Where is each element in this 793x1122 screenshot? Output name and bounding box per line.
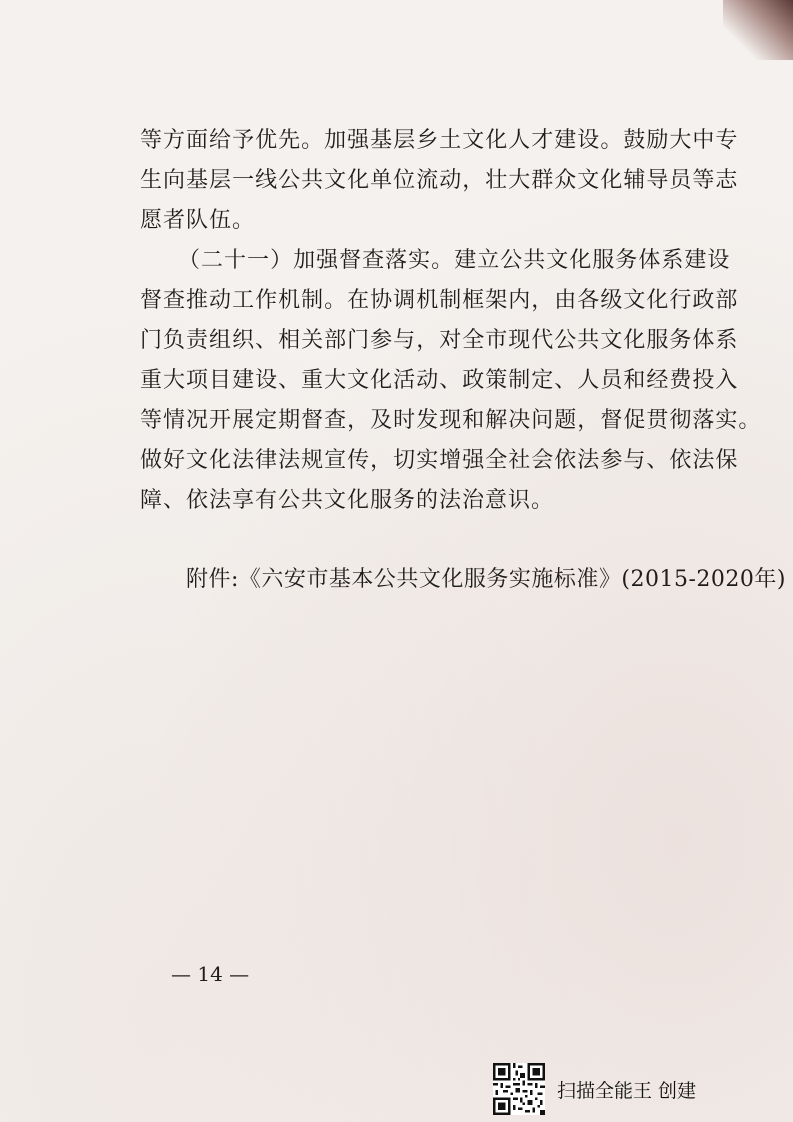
text-glyph: 生 [140,168,164,193]
text-glyph: 。 [600,128,624,153]
text-glyph: 内 [508,288,532,313]
text-glyph: 制 [301,288,325,313]
text-glyph: 流 [416,168,440,193]
paragraph-2-line-4 [140,363,739,394]
text-glyph: 人 [577,368,601,393]
text-glyph: ， [462,168,486,193]
text-glyph: 组 [209,328,233,353]
text-glyph: 土 [439,128,463,153]
text-glyph: 专 [715,128,739,153]
text-glyph: 层 [393,128,417,153]
text-glyph: 推 [186,288,210,313]
text-glyph: 建 [554,128,578,153]
text-glyph: 文 [347,368,371,393]
text-glyph: 服 [646,328,670,353]
text-glyph: 入 [715,368,739,393]
scanner-label: 扫描全能王 创建 [557,1079,697,1102]
text-glyph: 重 [301,368,325,393]
paragraph-2-line-5 [140,403,762,434]
text-glyph: 活 [393,368,417,393]
text-glyph: 市 [485,328,509,353]
text-glyph: 督 [140,288,164,313]
text-glyph: 大 [669,128,693,153]
text-glyph: 基 [186,168,210,193]
text-glyph: 导 [646,168,670,193]
text-glyph: 强 [316,248,340,273]
text-glyph: 加 [324,128,348,153]
text-glyph: 化 [623,328,647,353]
text-glyph: 给 [209,128,233,153]
text-glyph: 和 [623,368,647,393]
text-glyph: 文 [324,168,348,193]
text-glyph: 公 [554,328,578,353]
text-glyph: 实 [416,448,440,473]
paragraph-1-line-1 [140,123,739,154]
text-glyph: 、 [554,368,578,393]
text-glyph: 方 [163,128,187,153]
text-glyph: ， [370,448,394,473]
text-glyph: 强 [462,448,486,473]
text-glyph: 彻 [669,408,693,433]
text-glyph: 大 [163,368,187,393]
text-glyph: 切 [393,448,417,473]
text-glyph: 增 [439,448,463,473]
text-glyph: 目 [209,368,233,393]
text-glyph: 经 [646,368,670,393]
text-glyph: 机 [278,288,302,313]
text-glyph: 强 [347,128,371,153]
text-glyph: 落 [385,248,409,273]
text-glyph: 中 [692,128,716,153]
text-glyph: 督 [600,408,624,433]
text-glyph: 动 [439,168,463,193]
text-glyph: 责 [186,328,210,353]
scan-corner-shadow [723,0,793,60]
text-glyph: 人 [508,128,532,153]
text-glyph: 贯 [646,408,670,433]
text-glyph: ） [270,248,294,273]
text-glyph: 在 [347,288,371,313]
text-glyph: 费 [669,368,693,393]
text-glyph: 志 [715,168,739,193]
text-glyph: 设 [255,368,279,393]
text-glyph: 促 [623,408,647,433]
text-glyph: 会 [531,448,555,473]
text-glyph: 做 [140,448,164,473]
text-glyph: 建 [684,248,708,273]
text-glyph: 位 [393,168,417,193]
text-glyph: 实 [408,248,432,273]
text-glyph: 政 [462,368,486,393]
text-glyph: 参 [370,328,394,353]
text-glyph: 一 [247,248,271,273]
text-glyph: 开 [209,408,233,433]
text-glyph: 参 [600,448,624,473]
text-glyph: 。 [324,288,348,313]
text-glyph: 等 [692,168,716,193]
text-glyph: 系 [715,328,739,353]
text-glyph: 项 [186,368,210,393]
text-glyph: 建 [454,248,478,273]
text-glyph: 单 [370,168,394,193]
text-glyph: 二 [201,248,225,273]
text-glyph: 查 [324,408,348,433]
text-glyph: 向 [163,168,187,193]
text-glyph: 化 [646,288,670,313]
text-glyph: 立 [477,248,501,273]
text-glyph: 务 [615,248,639,273]
paragraph-2-line-2 [140,283,739,314]
text-glyph: 况 [186,408,210,433]
text-glyph: 协 [370,288,394,313]
text-glyph: 解 [485,408,509,433]
text-glyph: （ [178,248,202,273]
text-glyph: 与 [623,448,647,473]
text-glyph: 众 [554,168,578,193]
text-glyph: 调 [393,288,417,313]
text-glyph: ， [577,408,601,433]
text-glyph: 发 [416,408,440,433]
text-glyph: 保 [715,448,739,473]
text-glyph: 文 [462,128,486,153]
text-glyph: 大 [508,168,532,193]
text-glyph: 鼓 [623,128,647,153]
text-glyph: 等 [140,128,164,153]
text-glyph: 代 [531,328,555,353]
text-glyph: 文 [577,168,601,193]
text-glyph: ， [416,328,440,353]
text-glyph: 系 [661,248,685,273]
text-glyph: 线 [255,168,279,193]
text-glyph: 服 [592,248,616,273]
text-glyph: 工 [232,288,256,313]
text-glyph: 框 [462,288,486,313]
text-glyph: 体 [692,328,716,353]
text-glyph: 题 [554,408,578,433]
text-glyph: 、 [646,448,670,473]
text-glyph: 策 [485,368,509,393]
text-glyph: 社 [508,448,532,473]
text-glyph: 员 [600,368,624,393]
text-glyph: 法 [232,448,256,473]
text-glyph: 公 [278,168,302,193]
text-glyph: 共 [523,248,547,273]
attachment-line: 附件:《六安市基本公共文化服务实施标准》(2015-2020年) [186,567,786,592]
text-glyph: 部 [324,328,348,353]
text-glyph: 和 [462,408,486,433]
text-glyph: 务 [669,328,693,353]
text-glyph: 与 [393,328,417,353]
text-glyph: 制 [439,288,463,313]
text-glyph: 。 [738,408,762,433]
text-glyph: 规 [301,448,325,473]
text-glyph: 落 [692,408,716,433]
text-glyph: 传 [347,448,371,473]
text-glyph: 动 [209,288,233,313]
text-glyph: 级 [600,288,624,313]
text-glyph: 励 [646,128,670,153]
text-glyph: 群 [531,168,555,193]
text-glyph: 基 [370,128,394,153]
paragraph-1-line-2 [140,163,739,194]
text-glyph: 定 [531,368,555,393]
page-number: — 14 — [171,962,250,986]
text-glyph: 等 [140,408,164,433]
text-glyph: 作 [255,288,279,313]
text-glyph: 设 [577,128,601,153]
text-glyph: 、 [278,368,302,393]
text-glyph: 宣 [324,448,348,473]
text-glyph: 织 [232,328,256,353]
text-glyph: 问 [531,408,555,433]
text-glyph: 法 [278,448,302,473]
text-glyph: 现 [508,328,532,353]
text-glyph: 化 [209,448,233,473]
text-glyph: 优 [255,128,279,153]
text-glyph: 由 [554,288,578,313]
text-glyph: 重 [140,368,164,393]
scanner-badge [493,1063,696,1115]
text-glyph: 共 [577,328,601,353]
text-glyph: 依 [669,448,693,473]
text-glyph: 投 [692,368,716,393]
text-glyph: 动 [416,368,440,393]
text-glyph: 时 [393,408,417,433]
text-glyph: 员 [669,168,693,193]
paragraph-2-line-3 [140,323,739,354]
text-glyph: 法 [692,448,716,473]
text-glyph: 门 [140,328,164,353]
text-glyph: 化 [347,168,371,193]
text-glyph: 依 [554,448,578,473]
text-glyph: 期 [278,408,302,433]
text-glyph: 加 [293,248,317,273]
text-glyph: 共 [301,168,325,193]
text-glyph: 查 [163,288,187,313]
text-glyph: 化 [600,168,624,193]
text-glyph: 关 [301,328,325,353]
paragraph-2-line-7: 障、依法享有公共文化服务的法治意识。 [140,488,555,513]
text-glyph: 设 [707,248,731,273]
text-glyph: 政 [692,288,716,313]
paragraph-2-line-1 [178,243,731,274]
text-glyph: 律 [255,448,279,473]
text-glyph: 化 [485,128,509,153]
text-glyph: 公 [500,248,524,273]
text-glyph: 及 [370,408,394,433]
text-glyph: ， [531,288,555,313]
text-glyph: 好 [163,448,187,473]
text-glyph: 面 [186,128,210,153]
text-glyph: 文 [623,288,647,313]
paragraph-1-line-3: 愿者队伍。 [140,208,256,233]
text-glyph: 化 [370,368,394,393]
text-glyph: 十 [224,248,248,273]
text-glyph: 先 [278,128,302,153]
text-glyph: 定 [255,408,279,433]
text-glyph: 展 [232,408,256,433]
text-glyph: 法 [577,448,601,473]
text-glyph: 文 [546,248,570,273]
text-glyph: 体 [638,248,662,273]
paragraph-2-line-6 [140,443,739,474]
text-glyph: 才 [531,128,555,153]
text-glyph: 督 [339,248,363,273]
text-glyph: 予 [232,128,256,153]
text-glyph: 行 [669,288,693,313]
text-glyph: ， [347,408,371,433]
text-glyph: 各 [577,288,601,313]
text-glyph: 部 [715,288,739,313]
text-glyph: 层 [209,168,233,193]
text-glyph: 查 [362,248,386,273]
text-glyph: 负 [163,328,187,353]
text-glyph: 化 [569,248,593,273]
text-glyph: 、 [255,328,279,353]
text-glyph: 一 [232,168,256,193]
text-glyph: 。 [431,248,455,273]
text-glyph: 建 [232,368,256,393]
text-glyph: 文 [600,328,624,353]
text-glyph: 乡 [416,128,440,153]
text-glyph: 、 [439,368,463,393]
text-glyph: 实 [715,408,739,433]
text-glyph: 现 [439,408,463,433]
text-glyph: 辅 [623,168,647,193]
text-glyph: 相 [278,328,302,353]
qr-code-icon [493,1063,545,1115]
text-glyph: 决 [508,408,532,433]
text-glyph: 门 [347,328,371,353]
text-glyph: 督 [301,408,325,433]
text-glyph: 文 [186,448,210,473]
text-glyph: 对 [439,328,463,353]
text-glyph: 情 [163,408,187,433]
text-glyph: 制 [508,368,532,393]
text-glyph: 壮 [485,168,509,193]
text-glyph: 机 [416,288,440,313]
text-glyph: 大 [324,368,348,393]
text-glyph: 全 [462,328,486,353]
text-glyph: 。 [301,128,325,153]
text-glyph: 全 [485,448,509,473]
text-glyph: 架 [485,288,509,313]
